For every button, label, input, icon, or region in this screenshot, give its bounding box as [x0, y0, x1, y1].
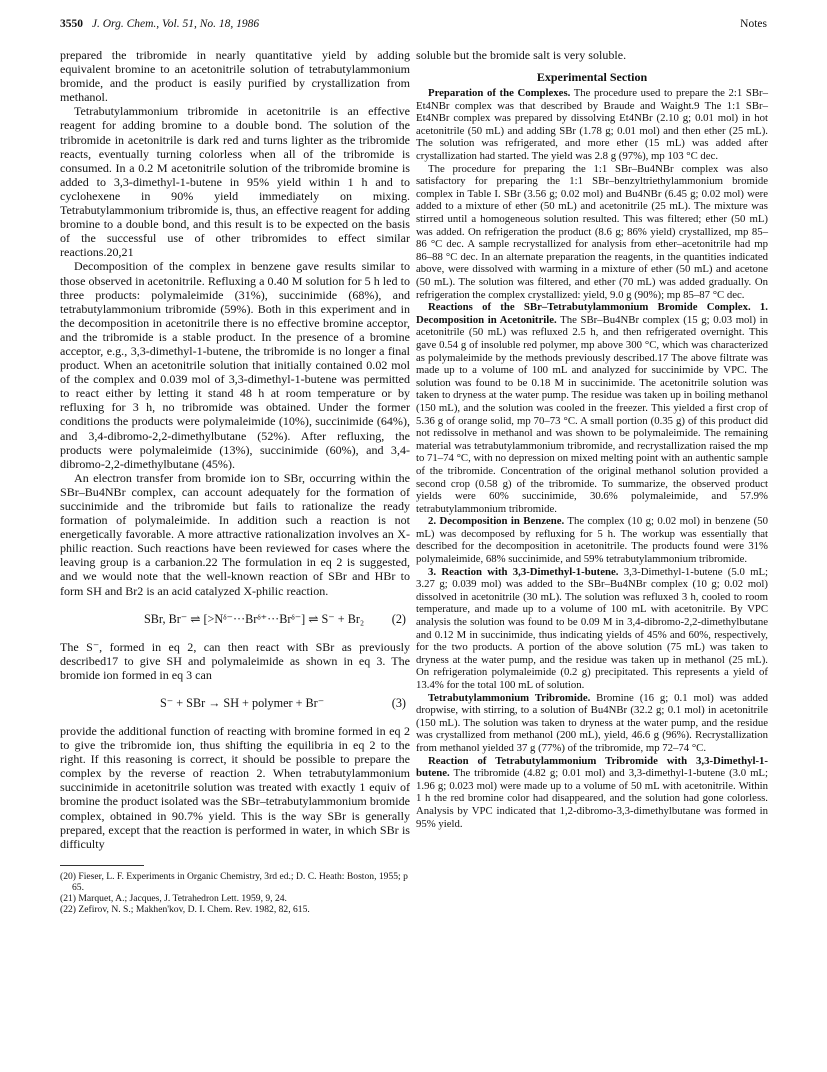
paragraph: provide the additional function of reacting with bromine formed in eq 2 to give the tribromide ion, thus shifting the equilibria in eq 2 to the right. If this reasoning is correct, it should be possible to prepare the complex by the reverse of reaction 2. When tetrabutylammonium succinimide in acetonitrile solution was treated with exactly 1 equiv of bromine the product isolated was the SBr–tetrabutylammonium bromide complex, obtained in 90.7% yield. This is the way SBr is generally prepared, except that the reaction is performed in water, in which SBr is difficulty: [60, 723, 410, 851]
header-left: [60, 18, 259, 30]
journal-citation: J. Org. Chem., Vol. 51, No. 18, 1986: [91, 18, 260, 30]
footnote: (21) Marquet, A.; Jacques, J. Tetrahedron Lett. 1959, 9, 24.: [60, 893, 287, 905]
run-in-heading: Reactions of the SBr–Tetrabutylammonium Bromide Complex. 1. Decomposition in Acetonitrile.: [416, 301, 768, 326]
paragraph: The S⁻, formed in eq 2, can then react with SBr as previously described17 to give SH and polymaleimide as shown in eq 3. The bromide ion formed in eq 3 can: [60, 639, 410, 682]
paragraph: [416, 566, 768, 692]
run-in-heading: 3. Reaction with 3,3-Dimethyl-1-butene.: [428, 565, 619, 578]
equation-text: SBr, Br⁻ ⇌ [>Nᵟ⁻···Brᵟ⁺···Brᵟ⁻] ⇌ S⁻ + Br₂: [144, 611, 365, 626]
run-in-heading: Reaction of Tetrabutylammonium Tribromide with 3,3-Dimethyl-1-butene.: [416, 754, 768, 780]
run-in-heading: Preparation of the Complexes.: [428, 87, 571, 100]
equation-text: S⁻ + SBr → SH + polymer + Br⁻: [160, 695, 325, 710]
page-number: 3550: [60, 18, 83, 30]
paragraph: The procedure for preparing the 1:1 SBr–Bu4NBr complex was also satisfactory for preparing the 1:1 SBr–benzyltriethylammonium bromide complex in Table I. SBr (3.56 g; 0.02 mol) and Bu4NBr (6.45 g; 0.02 mol) were added to a mixture of ether (50 mL) and acetonitrile (25 mL). The mixture was stirred until a homogeneous solution resulted. This was filtered; ether (50 mL) was added. On refrigeration the product (8.6 g; 86% yield) crystallized, mp 85–86 °C dec. A sample recrystallized for analysis from ether–acetonitrile had mp 86–88 °C dec. In an alternate preparation the reagents, in the quantities indicated above, were dissolved with warming in a mixture of ether (50 mL) and acetone (50 mL). The solution was filtered, and ether (70 mL) was added gradually. On refrigeration the complex crystallized: yield, 9.0 g (90%); mp 85–87 °C dec.: [416, 162, 768, 301]
paragraph: [416, 692, 768, 755]
right-column: [416, 48, 768, 830]
equation-3: [60, 696, 410, 712]
paragraph-body: The tribromide (4.82 g; 0.01 mol) and 3,3-dimethyl-1-butene (3.0 mL; 1.96 g; 0.023 mol) were made up to a volume of 50 mL with acetonitrile. Within 1 h the red bromine color had disappeared, and the solution had gone colorless. Analysis by VPC indicated that 1,2-dibromo-3,3-dimethylbutane was formed in 95% yield.: [416, 767, 768, 830]
run-in-heading: 2. Decomposition in Benzene.: [428, 515, 565, 528]
left-column: [60, 48, 410, 916]
paragraph: prepared the tribromide in nearly quantitative yield by adding equivalent bromine to an acetonitrile solution of tetrabutylammonium bromide, and the product is easily purified by crystallization from methanol.: [60, 48, 410, 105]
paragraph-body: The procedure used to prepare the 2:1 SBr–Et4NBr complex was that described by Braude and Waight.9 The 1:1 SBr–Et4NBr complex was prepared by dissolving Et4NBr (2.10 g; 0.01 mol) in hot acetonitrile (50 mL) and adding SBr (1.78 g; 0.01 mol) and then ether (25 mL). The solution was refrigerated, and more ether (15 mL) was added after crystallization had started. The yield was 2.8 g (97%), mp 103 °C dec.: [416, 87, 768, 163]
running-header: [60, 18, 767, 34]
paragraph: [416, 301, 768, 515]
paragraph: Decomposition of the complex in benzene gave results similar to those observed in acetonitrile. Refluxing a 0.40 M solution for 5 h led to three products: polymaleimide (31%), succinimide (68%), and tetrabutylammonium tribromide (59%). Both in this experiment and in the decomposition in acetonitrile there is no effective bromine acceptor, and the tribromide is a stable product. In the presence of a bromine acceptor, e.g., 3,3-dimethyl-1-butene, the tribromide is no longer a final product. When an acetonitrile solution that initially contained 0.02 mol of the complex and 0.039 mol of 3,3-dimethyl-1-butene was permitted to react either by letting it stand 48 h at room temperature or by refluxing for 3 h, no tribromide was obtained. Under the former conditions the products were polymaleimide (10%), succinimide (64%), and 3,4-dibromo-2,2-dimethylbutane (52%). After refluxing, the products were polymaleimide (13%), succinimide (60%), and 3,4-dibromo-2,2-dimethylbutane (45%).: [60, 259, 410, 471]
paragraph-body: Bromine (16 g; 0.1 mol) was added dropwise, with stirring, to a solution of Bu4NBr (32.2 g; 0.1 mol) in acetonitrile (150 mL). The solution was taken to dryness at the water pump, and the residue was crystallized from methanol (200 mL), yield, 46.6 g (96%). Recrystallization from methanol yielded 37 g (77%) of the tribromide, mp 72–74 °C.: [416, 691, 768, 754]
paragraph: soluble but the bromide salt is very soluble.: [416, 48, 627, 62]
equation-number: (2): [391, 611, 406, 626]
paragraph: Tetrabutylammonium tribromide in acetonitrile is an effective reagent for adding bromine to a double bond. The solution of the tribromide in acetonitrile is dark red and turns lighter as the tribromide reacts, eventually turning colorless when all of the tribromide is consumed. In a 0.2 M acetonitrile solution of the tribromide bromine is added to 3,3-dimethyl-1-butene in 95% yield within 1 h and to cyclohexene in 90% yield immediately on mixing. Tetrabutylammonium tribromide is, thus, an effective reagent for adding bromine to a double bond, and this result is to be expected on the basis of the successful use of other tribromides to effect similar reactions.20,21: [60, 104, 410, 260]
equation-2: [60, 612, 410, 628]
paragraph-body: The SBr–Bu4NBr complex (15 g; 0.03 mol) in acetonitrile (50 mL) was refluxed 2.5 h, and then refrigerated overnight. This gave 0.54 g of insoluble red polymer, mp above 300 °C, which was characterized as polymaleimide by the methods previously described.17 The above filtrate was made up to a volume of 100 mL and analyzed for succinimide by VPC. The solution was found to be 0.18 M in succinimide. The acetonitrile solution was taken to dryness at the water pump. The residue was taken up in boiling methanol (150 mL), and the solution was cooled in the freezer. This yielded a first crop of 5.36 g of orange solid, mp 70–73 °C. A small portion (0.35 g) of this product did not redissolve in methanol and was shown to be polymaleimide. The remaining material was tetrabutylammonium tribromide, and recrystallization raised the mp to 71–74 °C, with no depression on mixed melting point with an authentic sample of the tribromide. Concentration of the original methanol solution provided a second crop (0.58 g) of the tribromide. To summarize, the observed product yields were 60% succinimide, 30.6% polymaleimide, and 57.9% tetrabutylammonium tribromide.: [416, 313, 768, 515]
paragraph: [416, 87, 768, 163]
paragraph-body: 3,3-Dimethyl-1-butene (5.0 mL; 3.27 g; 0.039 mol) was added to the SBr–Bu4NBr complex (10 g; 0.02 mol) dissolved in acetonitrile (30 mL). The solution was refluxed 3 h, cooled to room temperature, and made up to a volume of 100 mL with acetonitrile. By VPC analysis the solution was found to be 0.09 M in 3,4-dibromo-2,2-dimethylbutane and 0.12 M in succinimide, thus indicating yields of 45% and 60%, respectively, for the two products. A portion of the above solution (75 mL) was taken to dryness at the water pump, and the residue was taken up in methanol (25 mL). On refrigeration polymaleimide (0.2 g) precipitated. This represents a yield of 13.4% for the total 100 mL of solution.: [416, 565, 769, 691]
footnote-divider: [60, 865, 144, 866]
run-in-heading: Tetrabutylammonium Tribromide.: [428, 691, 591, 704]
footnote: (20) Fieser, L. F. Experiments in Organic Chemistry, 3rd ed.; D. C. Heath: Boston, 1955; p 65.: [60, 870, 408, 893]
paragraph: An electron transfer from bromide ion to SBr, occurring within the SBr–Bu4NBr complex, can account adequately for the formation of succinimide and the tribromide but fails to rationalize the ready formation of polymaleimide. In addition such a reaction is not energetically favorable. A more attractive rationalization involves an X-philic reaction. Such reactions have been reviewed for cases where the leaving group is a carbanion.22 The formulation in eq 2 is suggested, and we would note that the well-known reaction of SBr and HBr to form SH and Br2 is an acid catalyzed X-philic reaction.: [60, 470, 410, 598]
section-heading: Experimental Section: [536, 70, 648, 85]
paragraph: [416, 755, 768, 831]
paragraph-body: The complex (10 g; 0.02 mol) in benzene (50 mL) was decomposed by refluxing for 5 h. The workup was essentially that described for the decomposition in acetonitrile. The products found were 31% polymaleimide, 68% succinimide, and 59% tetrabutylammonium tribromide.: [416, 515, 768, 566]
section-label: Notes: [740, 18, 767, 30]
footnote: (22) Zefirov, N. S.; Makhen'kov, D. I. Chem. Rev. 1982, 82, 615.: [60, 904, 310, 916]
paragraph: [416, 515, 768, 565]
equation-number: (3): [391, 695, 406, 710]
